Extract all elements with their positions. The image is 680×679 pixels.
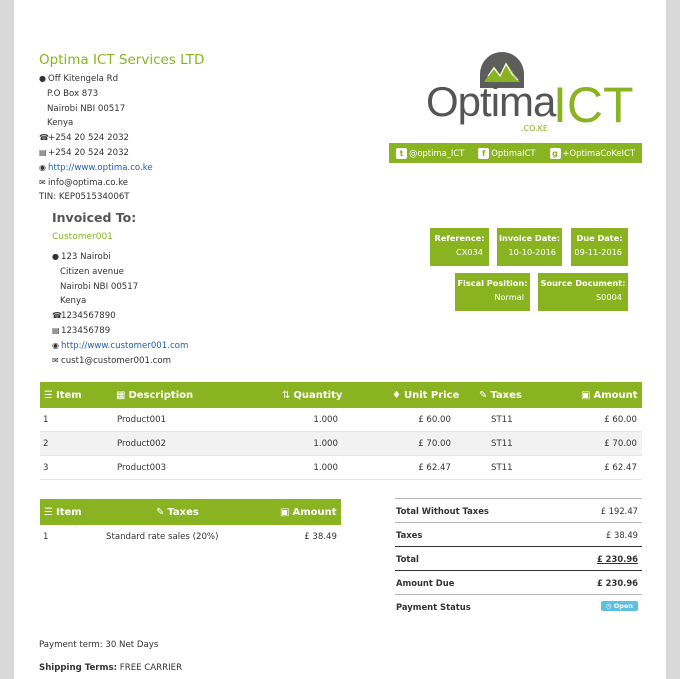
logo-text-accent: ICT <box>553 77 634 133</box>
table-row <box>40 525 341 549</box>
payment-status-label: Payment Status <box>396 602 471 612</box>
source-document-box <box>538 273 628 311</box>
customer-address-line: Nairobi NBI 00517 <box>60 281 139 292</box>
customer-phone: 1234567890 <box>61 311 116 322</box>
payment-status-badge: ◷ Open <box>601 601 638 611</box>
globe-icon: ◉ <box>52 340 59 350</box>
company-address <box>39 72 153 205</box>
company-address-line: P.O Box 873 <box>47 88 99 99</box>
shipping-terms <box>39 663 182 673</box>
total-row <box>395 546 642 570</box>
total-label: Total <box>396 554 419 564</box>
phone-icon: ☎ <box>39 133 49 143</box>
customer-email: cust1@customer001.com <box>61 355 172 366</box>
facebook-link[interactable]: f OptimaICT <box>478 148 535 159</box>
company-address-line: Off Kitengela Rd <box>48 74 119 84</box>
fax-icon: ▤ <box>52 325 60 335</box>
table-row <box>40 408 642 432</box>
tax-header-item: ☰ Item <box>44 506 82 518</box>
money-icon: ▣ <box>581 389 591 401</box>
customer-website-link[interactable]: http://www.customer001.com <box>61 340 189 351</box>
company-address-line: Nairobi NBI 00517 <box>47 103 126 114</box>
company-logo <box>422 50 647 140</box>
shipping-terms-value: FREE CARRIER <box>119 663 183 673</box>
taxes-value: £ 38.49 <box>606 530 638 540</box>
tag-icon: ♦ <box>392 389 401 401</box>
invoice-date-box <box>497 228 562 266</box>
customer-fax: 123456789 <box>61 325 111 336</box>
taxes-label: Taxes <box>396 530 423 540</box>
row-description: Product002 <box>117 439 167 449</box>
grid-icon: ▦ <box>116 389 126 401</box>
social-bar <box>389 143 642 163</box>
clock-icon: ◷ <box>605 602 614 610</box>
customer-address-line: Citizen avenue <box>60 266 124 277</box>
list-icon: ☰ <box>44 389 53 401</box>
payment-status-row <box>395 594 642 618</box>
tax-header-taxes: ✎ Taxes <box>156 506 199 518</box>
gplus-icon: g <box>550 148 561 159</box>
due-date-value: 09-11-2016 <box>574 247 622 257</box>
row-unit-price: £ 62.47 <box>418 463 451 473</box>
invoice-page <box>14 0 666 679</box>
total-without-taxes-value: £ 192.47 <box>600 506 638 516</box>
twitter-icon: t <box>396 148 407 159</box>
row-amount: £ 60.00 <box>604 415 637 425</box>
tax-row-item-number: 1 <box>43 532 49 542</box>
due-date-box <box>571 228 628 266</box>
row-amount: £ 62.47 <box>604 463 637 473</box>
envelope-icon: ✉ <box>52 355 59 365</box>
customer-address-line: Kenya <box>60 296 87 307</box>
tax-row-amount: £ 38.49 <box>304 532 337 542</box>
customer-name: Customer001 <box>52 232 113 242</box>
envelope-icon: ✉ <box>39 177 46 187</box>
fax-icon: ▤ <box>39 147 47 157</box>
customer-address-line: 123 Nairobi <box>61 252 111 262</box>
company-phone: +254 20 524 2032 <box>48 133 130 144</box>
row-taxes: ST11 <box>491 463 513 473</box>
items-header-description: ▦ Description <box>116 389 194 401</box>
company-website-link[interactable]: http://www.optima.co.ke <box>48 162 153 173</box>
row-unit-price: £ 70.00 <box>418 439 451 449</box>
items-header-item: ☰ Item <box>44 389 82 401</box>
row-unit-price: £ 60.00 <box>418 415 451 425</box>
row-item-number: 2 <box>43 439 49 449</box>
list-icon: ☰ <box>44 506 53 518</box>
source-document-label: Source Document: <box>540 278 626 288</box>
items-table-header <box>40 382 642 408</box>
row-taxes: ST11 <box>491 439 513 449</box>
tax-row-taxes: Standard rate sales (20%) <box>106 532 219 542</box>
reference-value: CX034 <box>456 247 483 257</box>
sort-icon: ⇅ <box>282 389 291 401</box>
tax-header-amount: ▣ Amount <box>280 506 337 518</box>
shipping-terms-label: Shipping Terms: <box>39 663 118 673</box>
tax-table-header <box>40 499 341 525</box>
map-marker-icon: ● <box>39 74 46 83</box>
row-item-number: 3 <box>43 463 49 473</box>
facebook-icon: f <box>478 148 489 159</box>
row-description: Product001 <box>117 415 167 425</box>
due-date-label: Due Date: <box>576 233 623 243</box>
row-quantity: 1.000 <box>313 439 338 449</box>
row-description: Product003 <box>117 463 167 473</box>
money-icon: ▣ <box>280 506 290 518</box>
row-amount: £ 70.00 <box>604 439 637 449</box>
taxes-row <box>395 522 642 546</box>
fiscal-position-value: Normal <box>494 292 524 302</box>
gplus-link[interactable]: g +OptimaCoKeICT <box>550 148 635 159</box>
items-header-amount: ▣ Amount <box>581 389 638 401</box>
fiscal-position-box <box>455 273 530 311</box>
items-header-unit-price: ♦ Unit Price <box>392 389 460 401</box>
company-email: info@optima.co.ke <box>48 177 129 188</box>
payment-term: Payment term: 30 Net Days <box>39 640 159 650</box>
row-quantity: 1.000 <box>313 415 338 425</box>
edit-icon: ✎ <box>156 506 165 518</box>
total-without-taxes-row <box>395 498 642 522</box>
table-row <box>40 432 642 456</box>
fiscal-position-label: Fiscal Position: <box>457 278 528 288</box>
edit-icon: ✎ <box>479 389 488 401</box>
table-row <box>40 456 642 480</box>
company-fax: +254 20 524 2032 <box>48 147 130 158</box>
company-name: Optima ICT Services LTD <box>39 52 205 68</box>
items-header-quantity: ⇅ Quantity <box>282 389 343 401</box>
logo-suffix: .CO.KE <box>521 124 548 133</box>
invoiced-to-heading: Invoiced To: <box>52 210 137 225</box>
invoice-date-value: 10-10-2016 <box>508 247 556 257</box>
logo-text-main: Optima <box>426 78 556 125</box>
items-header-taxes: ✎ Taxes <box>479 389 522 401</box>
globe-icon: ◉ <box>39 162 46 172</box>
amount-due-label: Amount Due <box>396 578 455 588</box>
company-tin: TIN: KEP051534006T <box>39 192 130 203</box>
invoice-date-label: Invoice Date: <box>499 233 560 243</box>
map-marker-icon: ● <box>52 252 59 261</box>
reference-box <box>430 228 489 266</box>
source-document-value: S0004 <box>595 292 622 302</box>
amount-due-value: £ 230.96 <box>596 578 638 588</box>
row-item-number: 1 <box>43 415 49 425</box>
reference-label: Reference: <box>434 233 485 243</box>
phone-icon: ☎ <box>52 311 62 321</box>
row-quantity: 1.000 <box>313 463 338 473</box>
customer-address <box>52 250 188 368</box>
company-address-line: Kenya <box>47 118 74 129</box>
amount-due-row <box>395 570 642 594</box>
row-taxes: ST11 <box>491 415 513 425</box>
total-without-taxes-label: Total Without Taxes <box>396 506 489 516</box>
twitter-link[interactable]: t @optima_ICT <box>396 148 464 159</box>
total-value: £ 230.96 <box>596 554 638 564</box>
